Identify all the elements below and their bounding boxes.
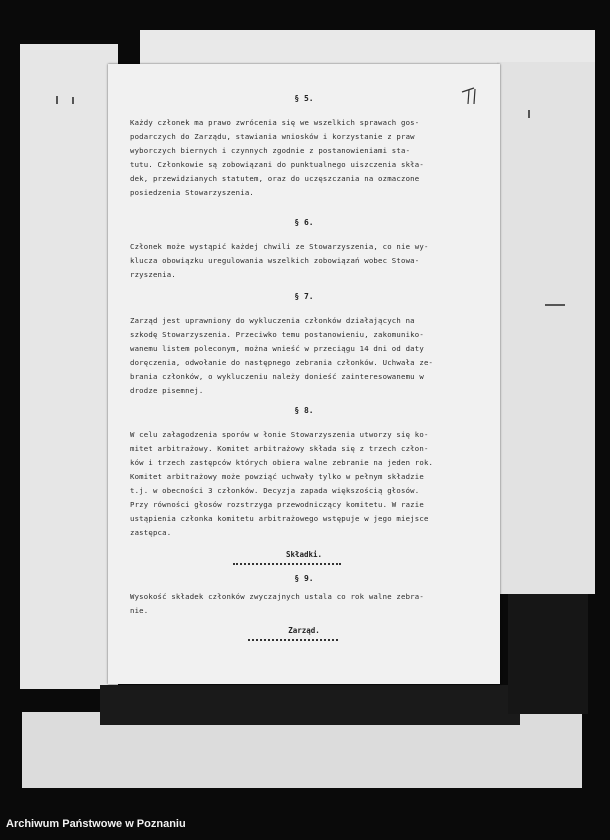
text-line: szkodę Stowarzyszenia. Przeciwko temu postanowieniu, zakomuniko- bbox=[130, 330, 424, 339]
text-line: Wysokość składek członków zwyczajnych ustala co rok walne zebra- bbox=[130, 592, 424, 601]
text-line: mitet arbitrażowy. Komitet arbitrażowy składa się z trzech człon- bbox=[130, 444, 429, 453]
text-line: ustąpienia członka komitetu arbitrażowego wstępuje w jego miejsce bbox=[130, 514, 429, 523]
text-line: tutu. Członkowie są zobowiązani do punktualnego uiszczenia skła- bbox=[130, 160, 424, 169]
text-line: dek, przewidzianych statutem, oraz do uczęszczania na ozmaczone bbox=[130, 174, 420, 183]
text-line: klucza obowiązku uregulowania wszelkich zobowiązań wobec Stowa- bbox=[130, 256, 420, 265]
text-line: Członek może wystąpić każdej chwili ze Stowarzyszenia, co nie wy- bbox=[130, 242, 429, 251]
text-line: rzyszenia. bbox=[130, 270, 176, 279]
dotted-underline bbox=[233, 563, 341, 565]
section-heading: § 6. bbox=[294, 218, 314, 227]
text-line: nie. bbox=[130, 606, 149, 615]
edge-mark bbox=[72, 97, 74, 104]
text-line: Komitet arbitrażowy może powziąć uchwały tylko w pełnym składzie bbox=[130, 472, 424, 481]
edge-mark bbox=[56, 96, 58, 104]
section-heading: § 7. bbox=[294, 292, 314, 301]
text-line: podarczych do Zarządu, stawiania wniosków i korzystanie z praw bbox=[130, 132, 415, 141]
shadow-band bbox=[100, 685, 520, 725]
text-line: W celu załagodzenia sporów w łonie Stowarzyszenia utworzy się ko- bbox=[130, 430, 429, 439]
edge-mark bbox=[545, 304, 565, 306]
text-line: Zarząd jest uprawniony do wykluczenia członków działających na bbox=[130, 316, 415, 325]
section-heading: § 8. bbox=[294, 406, 314, 415]
text-line: wyborczych biernych i czynnych zgodnie z postanowieniami sta- bbox=[130, 146, 411, 155]
section-heading: § 5. bbox=[294, 94, 314, 103]
archive-caption: Archiwum Państwowe w Poznaniu bbox=[6, 818, 186, 830]
dotted-underline bbox=[248, 639, 338, 641]
text-line: zastępca. bbox=[130, 528, 172, 537]
text-line: t.j. w obecności 3 członków. Decyzja zapada większością głosów. bbox=[130, 486, 420, 495]
text-line: Przy równości głosów rozstrzyga przewodniczący komitetu. W razie bbox=[130, 500, 424, 509]
text-line: brania członków, o wykluczeniu należy donieść zainteresowanemu w bbox=[130, 372, 424, 381]
subheading-board: Zarząd. bbox=[288, 626, 320, 635]
text-line: doręczenia, odwołanie do następnego zebrania członków. Uchwała ze- bbox=[130, 358, 434, 367]
background-sheet-right bbox=[497, 62, 595, 594]
text-line: wanemu listem poleconym, można wnieść w przeciągu 14 dni od daty bbox=[130, 344, 424, 353]
text-line: posiedzenia Stowarzyszenia. bbox=[130, 188, 255, 197]
edge-mark bbox=[528, 110, 530, 118]
shadow-right bbox=[508, 594, 588, 714]
subheading-dues: Składki. bbox=[285, 550, 323, 559]
text-line: Każdy członek ma prawo zwrócenia się we wszelkich sprawach gos- bbox=[130, 118, 420, 127]
background-sheet-left bbox=[20, 44, 118, 689]
text-line: drodze pisemnej. bbox=[130, 386, 204, 395]
section-heading: § 9. bbox=[294, 574, 314, 583]
text-line: ków i trzech zastępców których obiera walne zebranie na jeden rok. bbox=[130, 458, 434, 467]
document-page bbox=[108, 64, 500, 684]
